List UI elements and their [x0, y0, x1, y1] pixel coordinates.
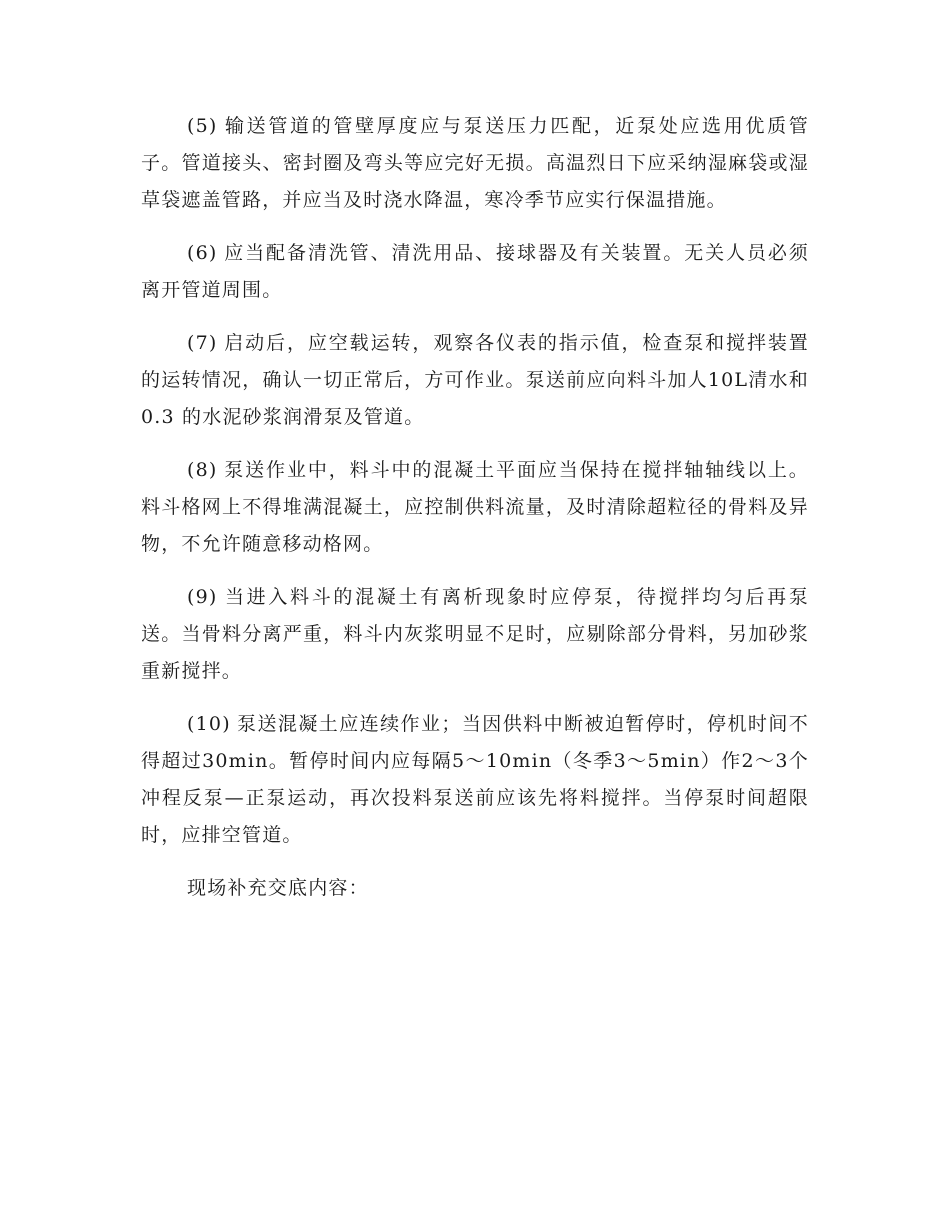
paragraph-text: 当进入料斗的混凝土有离析现象时应停泵，待搅拌均匀后再泵送。当骨料分离严重，料斗内灰浆明显不足时，应剔除部分骨料，另加砂浆重新搅拌。 — [141, 586, 809, 682]
paragraph-number: (6) — [187, 242, 218, 264]
paragraph-number: (9) — [187, 586, 218, 608]
paragraph-item-9 — [141, 579, 809, 690]
supplement-label: 现场补充交底内容： — [187, 877, 369, 899]
paragraph-item-6 — [141, 235, 809, 309]
paragraph-text: 应当配备清洗管、清洗用品、接球器及有关装置。无关人员必须离开管道周围。 — [141, 242, 809, 301]
paragraph-number: (10) — [187, 713, 231, 735]
document-body — [141, 108, 809, 923]
paragraph-number: (8) — [187, 459, 218, 481]
paragraph-text: 输送管道的管壁厚度应与泵送压力匹配，近泵处应选用优质管子。管道接头、密封圈及弯头等应完好无损。高温烈日下应采纳湿麻袋或湿草袋遮盖管路，并应当及时浇水降温，寒冷季节应实行保温措施。 — [141, 115, 809, 211]
paragraph-text: 启动后，应空载运转，观察各仪表的指示值，检查泵和搅拌装置的运转情况，确认一切正常后，方可作业。泵送前应向料斗加人10L清水和0.3 的水泥砂浆润滑泵及管道。 — [141, 332, 809, 428]
paragraph-item-5 — [141, 108, 809, 219]
paragraph-number: (5) — [187, 115, 218, 137]
paragraph-item-7 — [141, 325, 809, 436]
paragraph-item-10 — [141, 706, 809, 854]
paragraph-text: 泵送作业中，料斗中的混凝土平面应当保持在搅拌轴轴线以上。料斗格网上不得堆满混凝土，应控制供料流量，及时清除超粒径的骨料及异物，不允许随意移动格网。 — [141, 459, 809, 555]
paragraph-text: 泵送混凝土应连续作业；当因供料中断被迫暂停时，停机时间不得超过30min。暂停时间内应每隔5～10min（冬季3～5min）作2～3个冲程反泵—正泵运动，再次投料泵送前应该先将料搅拌。当停泵时间超限时，应排空管道。 — [141, 713, 809, 846]
paragraph-item-8 — [141, 452, 809, 563]
paragraph-number: (7) — [187, 332, 218, 354]
